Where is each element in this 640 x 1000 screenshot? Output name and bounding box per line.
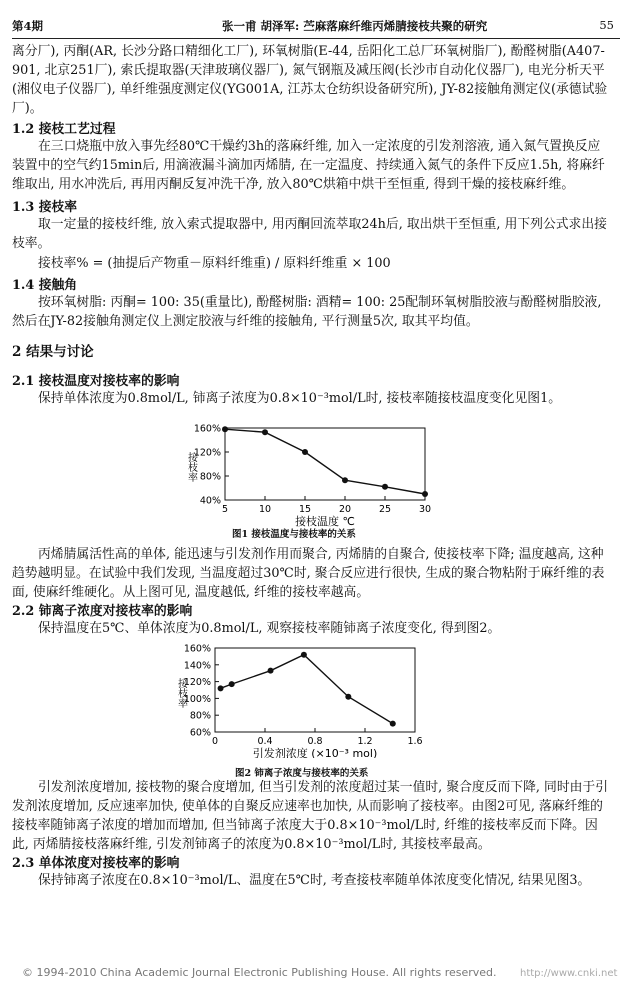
data-point [382,484,388,490]
y-tick-label: 120% [183,677,211,689]
y-tick-label: 100% [183,693,211,705]
y-tick-label: 140% [183,660,211,672]
y-axis-label: 接枝率 [175,678,187,708]
data-point [218,685,224,691]
y-tick-label: 60% [189,727,211,739]
y-tick-label: 40% [199,495,221,507]
figure-2 [170,640,430,758]
heading-1-3: 1.3 接枝率 [12,200,78,215]
data-point [262,429,268,435]
temp-intro-paragraph: 保持单体浓度为0.8mol/L, 铈离子浓度为0.8×10⁻³mol/L时, 接枝率随接枝温度变化见图1。 [38,391,562,406]
figure-1 [180,412,440,534]
y-tick-label: 160% [193,423,221,435]
monomer-intro-paragraph: 保持铈离子浓度在0.8×10⁻³mol/L、温度在5℃时, 考查接枝率随单体浓度变化情况, 结果见图3。 [38,873,591,888]
y-axis-label: 接枝率 [185,452,197,482]
x-tick-label: 0.8 [307,736,323,747]
x-tick-label: 0.4 [257,736,273,747]
materials-paragraph: 离分厂), 丙酮(AR, 长沙分路口精细化工厂), 环氧树脂(E-44, 岳阳化工总厂环氧树脂厂), 酚醛树脂(A407-901, 北京251厂), 索氏提取器(天津玻璃仪器厂), 氮气钢瓶及减压阀(长沙市自动化仪器厂), 电光分析天平(湘仪电子仪器厂), 单纤维强度测定仪(YG001A, 江苏太仓纺织设备研究所), JY-82接触角测定仪(承德试验厂)。 [12,44,608,116]
x-tick-label: 30 [418,504,432,515]
data-point [229,681,235,687]
process-paragraph: 在三口烧瓶中放入事先经80℃干燥约3h的落麻纤维, 加入一定浓度的引发剂溶液, 通入氮气置换反应装置中的空气约15min后, 用滴液漏斗滴加丙烯腈, 在一定温度、持续通入氮气的条件下反应1.5h, 将麻纤维取出, 用水冲洗后, 再用丙酮反复冲洗干净, 放入80℃烘箱中烘干至恒重, 得到干燥的接枝麻纤维。 [12,139,605,192]
heading-1-2: 1.2 接枝工艺过程 [12,122,116,137]
y-tick-label: 80% [199,471,221,483]
x-tick-label: 20 [338,504,352,515]
copyright-footer: © 1994-2010 China Academic Journal Electronic Publishing House. All rights reserved. [22,966,497,979]
x-tick-label: 0 [211,736,219,747]
data-point [301,652,307,658]
x-tick-label: 1.2 [357,736,373,747]
data-point [342,477,348,483]
figure-2-caption: 图2 铈离子浓度与接枝率的关系 [235,768,369,779]
page-number: 55 [599,18,614,32]
cerium-discussion-paragraph: 引发剂浓度增加, 接枝物的聚合度增加, 但当引发剂的浓度超过某一值时, 聚合度反而下降, 同时由于引发剂浓度增加, 反应速率加快, 使单体的自聚反应速率也加快, 从而影响了接枝率。由图2可见, 落麻纤维的接枝率随铈离子浓度的增加而增加, 但当铈离子浓度大于0.8×10⁻³mol/L时, 纤维的接枝率反而下降。因此, 丙烯腈接枝落麻纤维, 引发剂铈离子的浓度为0.8×10⁻³mol/L时, 其接枝率最高。 [12,780,609,852]
x-tick-label: 15 [298,504,312,515]
data-point [422,491,428,497]
series-line [221,655,393,724]
heading-2: 2 结果与讨论 [12,344,94,360]
data-point [345,694,351,700]
graft-rate-formula: 接枝率% = (抽提后产物重－原料纤维重) / 原料纤维重 × 100 [38,256,391,271]
issue-number: 第4期 [12,19,44,33]
x-tick-label: 10 [258,504,272,515]
site-url: http://www.cnki.net [520,968,618,979]
x-tick-label: 25 [378,504,392,515]
x-tick-label: 5 [221,504,229,515]
heading-1-4: 1.4 接触角 [12,278,78,293]
graft-rate-paragraph: 取一定量的接枝纤维, 放入索式提取器中, 用丙酮回流萃取24h后, 取出烘干至恒重, 用下列公式求出接枝率。 [12,217,607,251]
figure-1-caption: 图1 接枝温度与接枝率的关系 [232,529,356,540]
x-tick-label: 1.6 [407,736,423,747]
heading-2-1: 2.1 接枝温度对接枝率的影响 [12,374,180,389]
running-title: 张一甫 胡泽军: 苎麻落麻纤维丙烯腈接枝共聚的研究 [222,19,488,33]
temp-discussion-paragraph: 丙烯腈属活性高的单体, 能迅速与引发剂作用而聚合, 丙烯腈的自聚合, 使接枝率下降; 温度越高, 这种趋势越明显。在试验中我们发现, 当温度超过30℃时, 聚合反应进行很快, 生成的聚合物粘附于麻纤维的表面, 使麻纤维硬化。从上图可见, 温度越低, 纤维的接枝率越高。 [12,547,605,600]
heading-2-2: 2.2 铈离子浓度对接枝率的影响 [12,604,193,619]
cerium-intro-paragraph: 保持温度在5℃、单体浓度为0.8mol/L, 观察接枝率随铈离子浓度变化, 得到图2。 [38,621,501,636]
contact-angle-paragraph: 按环氧树脂: 丙酮= 100: 35(重量比), 酚醛树脂: 酒精= 100: 25配制环氧树脂胶液与酚醛树脂胶液, 然后在JY-82接触角测定仪上测定胶液与纤维的接触角, 平行测量5次, 取其平均值。 [12,295,602,329]
x-axis-label: 引发剂浓度 (×10⁻³ mol) [252,747,378,758]
x-axis-label: 接枝温度 ℃ [295,515,355,528]
y-tick-label: 120% [193,447,221,459]
data-point [302,449,308,455]
running-header [12,16,620,39]
heading-2-3: 2.3 单体浓度对接枝率的影响 [12,856,180,871]
y-tick-label: 80% [189,710,211,722]
data-point [268,668,274,674]
series-line [225,429,425,494]
data-point [222,426,228,432]
data-point [390,721,396,727]
y-tick-label: 160% [183,643,211,655]
